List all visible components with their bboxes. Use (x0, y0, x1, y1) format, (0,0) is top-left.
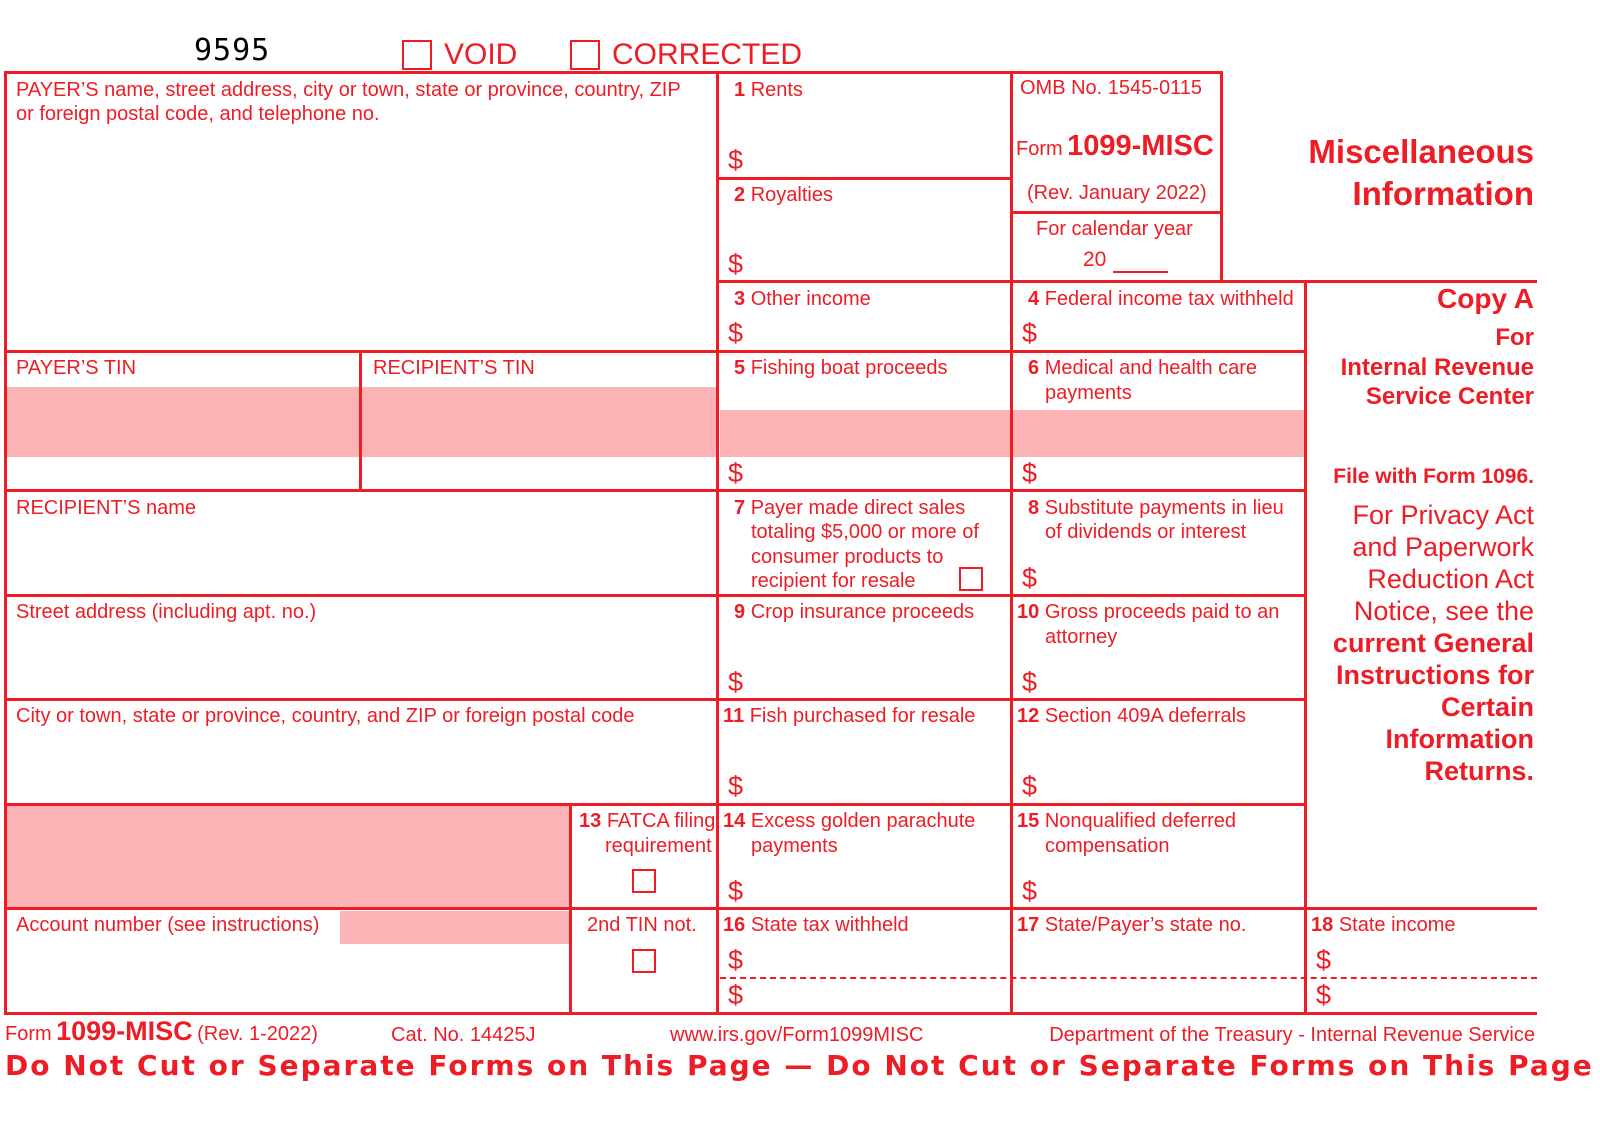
box4-amount-field[interactable] (1044, 314, 1299, 348)
box18-dollar-2: $ (1316, 980, 1332, 1010)
city-label: City or town, state or province, country, and ZIP or foreign postal code (16, 705, 635, 727)
box18-amount-field-1[interactable] (1338, 942, 1533, 975)
box5-dollar: $ (728, 458, 744, 488)
box8-dollar: $ (1022, 563, 1038, 593)
box15-amount-field[interactable] (1044, 871, 1299, 905)
grid-line (717, 280, 1537, 283)
fatca-checkbox[interactable] (632, 869, 656, 893)
box13-label: 13 FATCA filing (579, 810, 716, 832)
recipient-name-label: RECIPIENT’S name (16, 497, 197, 519)
grid-line (1011, 211, 1223, 214)
second-tin-checkbox[interactable] (632, 949, 656, 973)
calendar-year-field[interactable] (1113, 249, 1168, 273)
box7-label-line3: consumer products to (751, 546, 944, 568)
grid-line (1304, 280, 1307, 1015)
service-center-line2: Service Center (1365, 383, 1534, 410)
box6-amount-field[interactable] (1044, 455, 1299, 488)
box13-label-line2: requirement (605, 835, 712, 857)
notice-line3: Reduction Act (1367, 564, 1534, 594)
box18-label: 18 State income (1311, 914, 1456, 936)
grid-line (4, 698, 1307, 701)
footer-cat-no: Cat. No. 14425J (391, 1024, 536, 1046)
grid-line (4, 350, 1307, 353)
second-tin-label: 2nd TIN not. (587, 914, 697, 936)
box7-label-line2: totaling $5,000 or more of (751, 521, 979, 543)
file-with-label: File with Form 1096. (1333, 465, 1534, 488)
notice-line9: Returns. (1424, 756, 1534, 786)
grid-line (1220, 71, 1223, 282)
box5-shade (720, 410, 1012, 457)
notice-line4: Notice, see the (1353, 596, 1534, 626)
box6-label: 6 Medical and health care (1028, 357, 1258, 379)
box6-shade (1013, 410, 1306, 457)
notice-line7: Certain (1440, 692, 1534, 722)
notice-line5: current General (1332, 628, 1534, 658)
box14-label: 14 Excess golden parachute (723, 810, 976, 832)
form-title-line1: Miscellaneous (1308, 133, 1534, 170)
account-number-shade (340, 911, 570, 944)
box1-dollar: $ (728, 145, 744, 175)
box14-amount-field[interactable] (750, 871, 1005, 905)
recipient-tin-label: RECIPIENT’S TIN (373, 357, 535, 379)
form-title-line2: Information (1352, 175, 1534, 212)
footer-url[interactable]: www.irs.gov/Form1099MISC (670, 1024, 924, 1046)
payer-name-label-line2: or foreign postal code, and telephone no. (16, 103, 380, 125)
box15-label: 15 Nonqualified deferred (1017, 810, 1237, 832)
recipient-tin-field[interactable] (365, 384, 715, 488)
grid-line (4, 907, 1537, 910)
form-number-header: Form 1099-MISC (1016, 130, 1214, 162)
box9-dollar: $ (728, 667, 744, 697)
box18-amount-field-2[interactable] (1338, 979, 1533, 1011)
payer-name-label: PAYER’S name, street address, city or town, state or province, country, ZIP (16, 79, 681, 101)
copy-for-label: For (1495, 324, 1534, 351)
box14-dollar: $ (728, 876, 744, 906)
grid-line (717, 177, 1012, 180)
box10-label: 10 Gross proceeds paid to an (1017, 601, 1280, 623)
corrected-checkbox[interactable] (570, 40, 600, 70)
payer-tin-label: PAYER’S TIN (16, 357, 137, 379)
grid-line (1010, 71, 1013, 1015)
box4-label: 4 Federal income tax withheld (1028, 288, 1294, 310)
box12-amount-field[interactable] (1044, 766, 1299, 800)
box3-dollar: $ (728, 318, 744, 348)
account-number-field[interactable] (8, 944, 566, 1010)
box4-dollar: $ (1022, 318, 1038, 348)
box16-amount-field-1[interactable] (750, 942, 1005, 975)
box6-dollar: $ (1022, 458, 1038, 488)
grid-line (4, 489, 1307, 492)
box1-amount-field[interactable] (750, 140, 1005, 174)
recipient-address-shade (5, 805, 571, 909)
box16-dollar-2: $ (728, 980, 744, 1010)
street-address-field[interactable] (8, 626, 714, 696)
box12-dollar: $ (1022, 771, 1038, 801)
box7-label-line4: recipient for resale (751, 570, 916, 592)
box10-label-line2: attorney (1045, 626, 1118, 648)
box17-field-1[interactable] (1016, 942, 1301, 975)
grid-line (716, 71, 719, 1015)
form-code: 9595 (194, 33, 271, 68)
box5-label: 5 Fishing boat proceeds (734, 357, 948, 379)
footer-department: Department of the Treasury - Internal Revenue Service (1049, 1024, 1535, 1046)
box8-label-line2: of dividends or interest (1045, 521, 1247, 543)
box6-label-line2: payments (1045, 382, 1132, 404)
grid-line (569, 803, 572, 1015)
box18-dollar-1: $ (1316, 945, 1332, 975)
grid-line (4, 71, 7, 1015)
city-field[interactable] (8, 730, 714, 800)
box7-checkbox[interactable] (959, 567, 983, 591)
box2-amount-field[interactable] (750, 244, 1005, 278)
box15-dollar: $ (1022, 876, 1038, 906)
box8-amount-field[interactable] (1044, 558, 1299, 592)
notice-line2: and Paperwork (1352, 532, 1534, 562)
box17-field-2[interactable] (1016, 979, 1301, 1011)
notice-line6: Instructions for (1335, 660, 1534, 690)
box14-label-line2: payments (751, 835, 838, 857)
omb-number: OMB No. 1545-0115 (1020, 77, 1202, 99)
void-checkbox[interactable] (402, 40, 432, 70)
copy-label: Copy A (1437, 283, 1534, 314)
box2-label: 2 Royalties (734, 184, 833, 206)
box8-label: 8 Substitute payments in lieu (1028, 497, 1284, 519)
grid-line (4, 803, 1307, 806)
notice-line8: Information (1385, 724, 1534, 754)
void-label: VOID (444, 38, 518, 71)
recipient-name-field[interactable] (8, 522, 714, 592)
box3-label: 3 Other income (734, 288, 871, 310)
account-number-label: Account number (see instructions) (16, 914, 320, 936)
grid-line (359, 350, 362, 492)
box10-amount-field[interactable] (1044, 662, 1299, 696)
notice-line1: For Privacy Act (1352, 500, 1534, 530)
box10-dollar: $ (1022, 667, 1038, 697)
payer-tin-field[interactable] (8, 384, 358, 488)
box12-label: 12 Section 409A deferrals (1017, 705, 1247, 727)
box11-amount-field[interactable] (750, 766, 1005, 800)
box16-amount-field-2[interactable] (750, 979, 1005, 1011)
box11-dollar: $ (728, 771, 744, 801)
box9-label: 9 Crop insurance proceeds (734, 601, 975, 623)
box1-label: 1 Rents (734, 79, 803, 101)
grid-line (4, 594, 1307, 597)
box2-dollar: $ (728, 249, 744, 279)
footer-form-number: Form 1099-MISC (Rev. 1-2022) (5, 1016, 318, 1046)
box5-amount-field[interactable] (750, 455, 1005, 488)
box17-label: 17 State/Payer’s state no. (1017, 914, 1247, 936)
box16-label: 16 State tax withheld (723, 914, 909, 936)
box16-dollar-1: $ (728, 945, 744, 975)
do-not-cut-warning: Do Not Cut or Separate Forms on This Page — Do Not Cut or Separate Forms on This Page (5, 1049, 1594, 1082)
form-revision: (Rev. January 2022) (1027, 182, 1207, 204)
payer-name-field[interactable] (8, 128, 714, 348)
calendar-year-label: For calendar year (1036, 218, 1193, 240)
grid-line-bottom (4, 1012, 1537, 1015)
box7-label: 7 Payer made direct sales (734, 497, 966, 519)
box15-label-line2: compensation (1045, 835, 1170, 857)
service-center-line1: Internal Revenue (1340, 354, 1534, 381)
box3-amount-field[interactable] (750, 314, 1005, 348)
street-address-label: Street address (including apt. no.) (16, 601, 317, 623)
box9-amount-field[interactable] (750, 662, 1005, 696)
box11-label: 11 Fish purchased for resale (723, 705, 976, 727)
calendar-year-prefix: 20 (1083, 248, 1107, 271)
corrected-label: CORRECTED (612, 38, 803, 71)
